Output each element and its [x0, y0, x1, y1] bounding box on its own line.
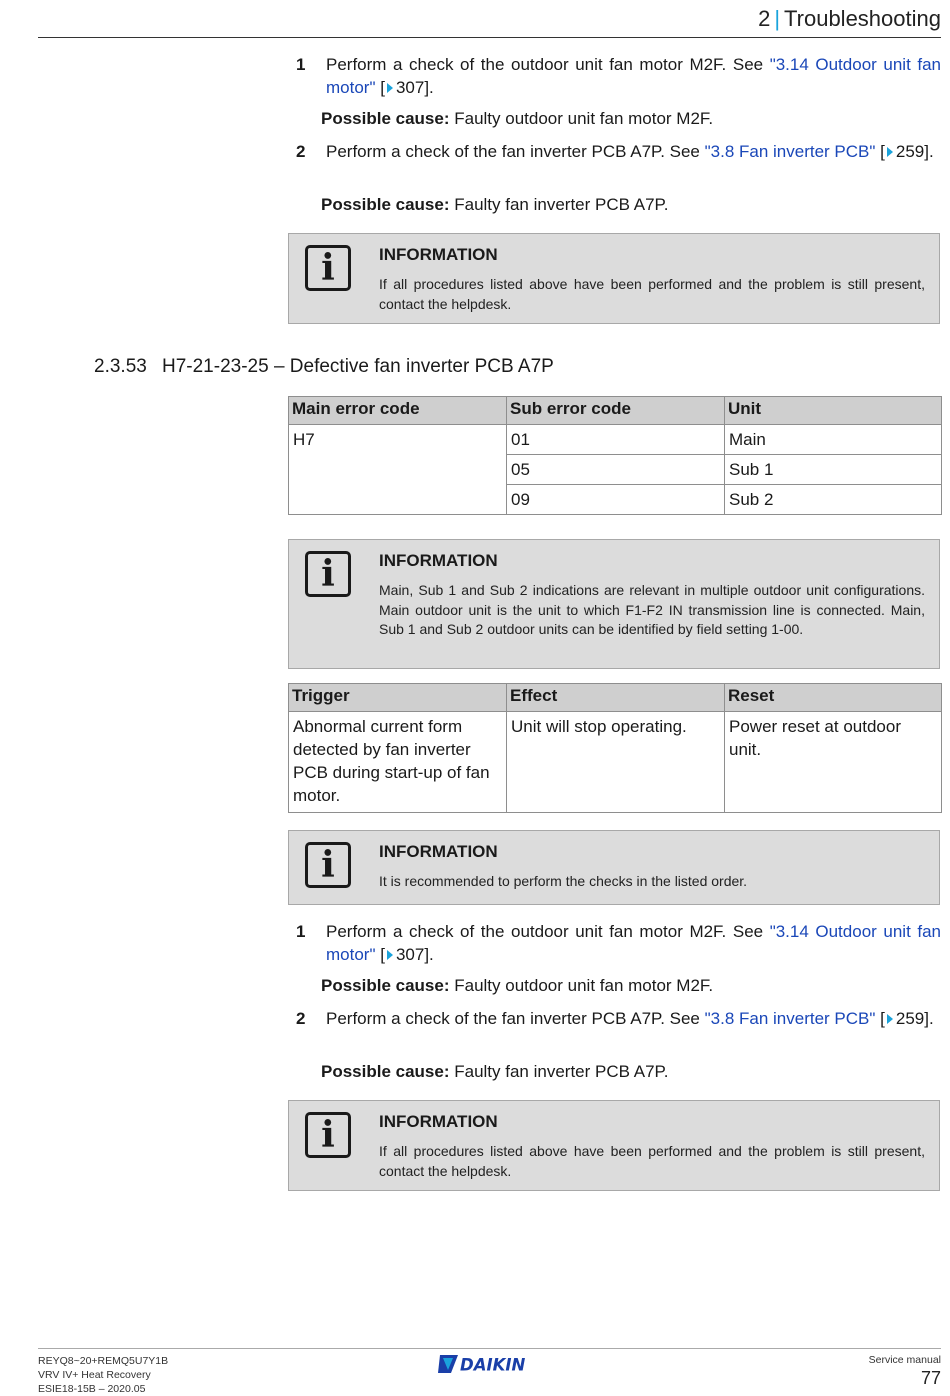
cause-text: Faulty outdoor unit fan motor M2F.	[449, 976, 714, 995]
bracket-open: [	[875, 142, 885, 161]
step-1-bottom	[296, 920, 941, 966]
table-header-row	[289, 684, 942, 712]
chapter-title: Troubleshooting	[784, 6, 941, 31]
step-number: 1	[296, 922, 306, 941]
page-ref-arrow-icon	[887, 147, 893, 157]
bracket-open: [	[375, 945, 385, 964]
cause-label: Possible cause:	[321, 195, 450, 214]
chapter-header	[758, 6, 941, 32]
page-number: 77	[920, 1368, 941, 1388]
sub-error-code-cell: 09	[507, 485, 725, 515]
information-icon: i	[305, 842, 351, 888]
header-unit: Unit	[725, 397, 942, 425]
footer-doc-code: ESIE18-15B – 2020.05	[38, 1383, 146, 1395]
reset-cell: Power reset at outdoor unit.	[725, 712, 942, 813]
page-ref[interactable]: 259	[895, 1009, 925, 1028]
step-1-top	[296, 53, 941, 99]
information-title: INFORMATION	[379, 245, 498, 264]
link-outdoor-unit-fan-motor[interactable]: "3.14 Outdoor unit fan motor"	[326, 922, 941, 964]
possible-cause-2-bottom	[321, 1060, 941, 1083]
cause-label: Possible cause:	[321, 109, 450, 128]
page-ref[interactable]: 307	[395, 945, 425, 964]
sub-error-code-cell: 05	[507, 455, 725, 485]
footer-document-info	[38, 1354, 168, 1396]
information-box-check-order	[288, 830, 940, 905]
information-title: INFORMATION	[379, 551, 498, 570]
cause-text: Faulty fan inverter PCB A7P.	[449, 195, 669, 214]
sub-error-code-cell: 01	[507, 425, 725, 455]
page-ref[interactable]: 259	[895, 142, 925, 161]
step-2-top	[296, 140, 941, 163]
information-box-helpdesk-top	[288, 233, 940, 324]
bracket-close: ].	[924, 142, 934, 161]
table-row	[289, 712, 942, 813]
step-text: Perform a check of the fan inverter PCB A7P. See	[326, 1009, 705, 1028]
information-text: It is recommended to perform the checks in the listed order.	[379, 873, 748, 889]
information-text: If all procedures listed above have been performed and the problem is still present, contact the helpdesk.	[379, 276, 925, 312]
possible-cause-2-top	[321, 193, 941, 216]
trigger-effect-reset-table	[288, 683, 942, 813]
footer-series: VRV IV+ Heat Recovery	[38, 1369, 151, 1381]
cause-text: Faulty outdoor unit fan motor M2F.	[449, 109, 714, 128]
footer-model: REYQ8~20+REMQ5U7Y1B	[38, 1355, 169, 1367]
section-number: 2.3.53	[94, 356, 147, 377]
bracket-close: ].	[424, 945, 434, 964]
section-heading	[94, 356, 554, 378]
header-main-error-code: Main error code	[289, 397, 507, 425]
chapter-separator: |	[774, 6, 781, 31]
table-row	[289, 425, 942, 455]
information-title: INFORMATION	[379, 1112, 498, 1131]
bracket-close: ].	[424, 78, 434, 97]
header-trigger: Trigger	[289, 684, 507, 712]
unit-cell: Main	[725, 425, 942, 455]
information-box-helpdesk-bottom	[288, 1100, 940, 1191]
step-text: Perform a check of the fan inverter PCB A7P. See	[326, 142, 705, 161]
page-ref-arrow-icon	[387, 83, 393, 93]
information-box-unit-configuration	[288, 539, 940, 669]
page-ref[interactable]: 307	[395, 78, 425, 97]
step-number: 2	[296, 142, 306, 161]
header-rule	[38, 37, 941, 38]
step-2-bottom	[296, 1007, 941, 1030]
header-reset: Reset	[725, 684, 942, 712]
main-error-code-cell: H7	[289, 425, 507, 515]
section-title: H7-21-23-25 – Defective fan inverter PCB A7P	[162, 356, 554, 377]
unit-cell: Sub 1	[725, 455, 942, 485]
information-icon: i	[305, 551, 351, 597]
step-number: 1	[296, 55, 306, 74]
header-sub-error-code: Sub error code	[507, 397, 725, 425]
link-outdoor-unit-fan-motor[interactable]: "3.14 Outdoor unit fan motor"	[326, 55, 941, 97]
information-text: If all procedures listed above have been performed and the problem is still present, contact the helpdesk.	[379, 1143, 925, 1179]
bracket-close: ].	[924, 1009, 934, 1028]
footer-rule	[38, 1348, 941, 1349]
chapter-number: 2	[758, 6, 771, 31]
footer-manual-type: Service manual	[868, 1354, 941, 1366]
header-effect: Effect	[507, 684, 725, 712]
table-header-row	[289, 397, 942, 425]
page-ref-arrow-icon	[887, 1014, 893, 1024]
unit-cell: Sub 2	[725, 485, 942, 515]
information-title: INFORMATION	[379, 842, 498, 861]
step-text: Perform a check of the outdoor unit fan motor M2F. See	[326, 55, 770, 74]
bracket-open: [	[875, 1009, 885, 1028]
link-fan-inverter-pcb[interactable]: "3.8 Fan inverter PCB"	[704, 1009, 876, 1028]
possible-cause-1-bottom	[321, 974, 941, 997]
bracket-open: [	[375, 78, 385, 97]
logo-wordmark: DAIKIN	[460, 1355, 526, 1374]
information-text: Main, Sub 1 and Sub 2 indications are relevant in multiple outdoor unit configurations. Main outdoor unit is the unit to which F1-F2 IN transmission line is connected. Main, Sub 1 and Sub 2 outdoor units can be identified by field setting 1-00.	[379, 582, 925, 637]
daikin-logo	[438, 1354, 542, 1374]
step-number: 2	[296, 1009, 306, 1028]
step-text: Perform a check of the outdoor unit fan motor M2F. See	[326, 922, 770, 941]
trigger-cell: Abnormal current form detected by fan inverter PCB during start-up of fan motor.	[289, 712, 507, 813]
page-ref-arrow-icon	[387, 950, 393, 960]
error-code-table	[288, 396, 942, 515]
cause-label: Possible cause:	[321, 976, 450, 995]
link-fan-inverter-pcb[interactable]: "3.8 Fan inverter PCB"	[704, 142, 876, 161]
information-icon: i	[305, 1112, 351, 1158]
information-icon: i	[305, 245, 351, 291]
cause-label: Possible cause:	[321, 1062, 450, 1081]
effect-cell: Unit will stop operating.	[507, 712, 725, 813]
possible-cause-1-top	[321, 107, 941, 130]
cause-text: Faulty fan inverter PCB A7P.	[449, 1062, 669, 1081]
